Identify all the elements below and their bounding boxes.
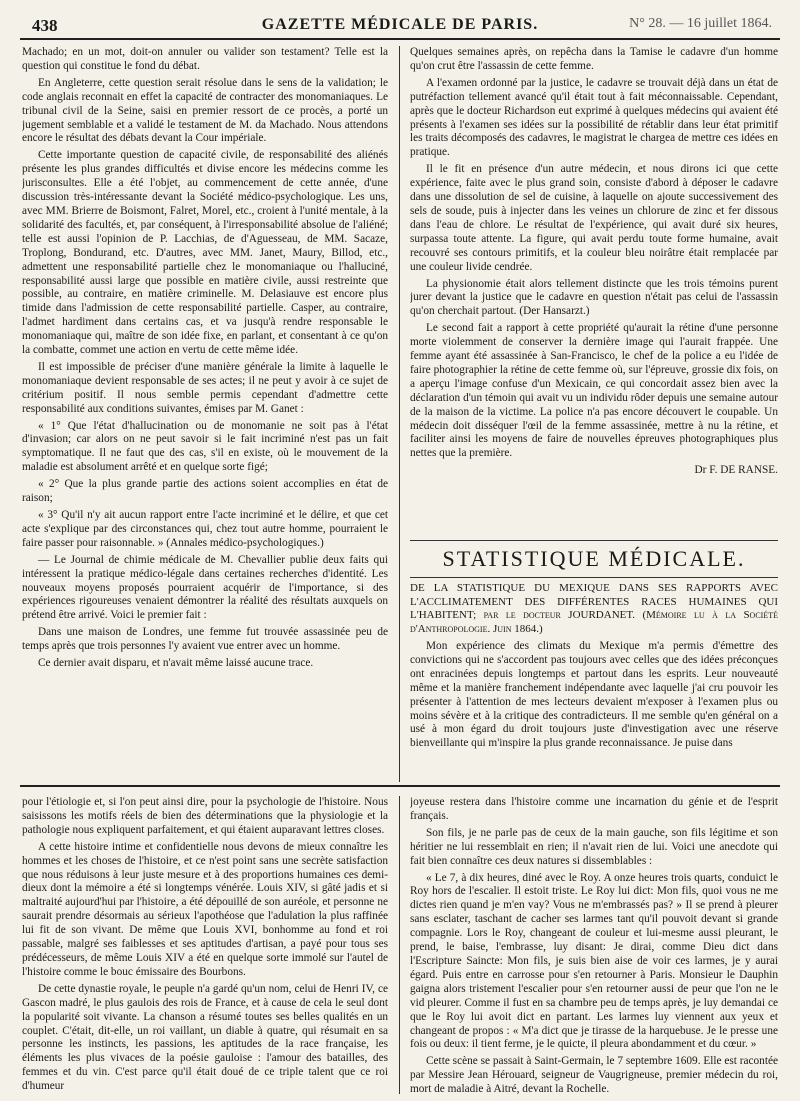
column-divider [399, 46, 400, 782]
paragraph: La physionomie était alors tellement distincte que les trois témoins purent jurer devant la justice que le cadavre en question n'était pas celui de l'assassin qu'on cherchait partout. (Der Hansarzt.) [410, 277, 778, 318]
paragraph: Cette importante question de capacité civile, de responsabilité des aliénés présente les plus grandes difficultés et divise encore les médecins comme les jurisconsultes. Elle a été l'objet, au commencement de cette année, d'une discussion très-intéressante devant la Société médico-psychologique. Les uns, avec MM. Brierre de Boismont, Falret, Morel, etc., croient à l'unité mentale, à la solidarité des facultés, et, par conséquent, à l'irresponsabilité absolue de l'aliéné; telle est aussi l'opinion de P. Lacchias, de d'Aguesseau, de MM. Sacaze, Troplong, Bondurand, etc. D'autres, avec MM. Janet, Maury, Billod, etc., admettent une responsabilité partielle chez le monomaniaque ou l'halluciné, responsabilité aussi large que possible en matière civile, aussi restreinte que possible, au contraire, en matière criminelle. M. Delasiauve est encore plus timide dans l'admission de cette responsabilité partielle. Casper, au contraire, l'admet hardiment dans certains cas, et va jusqu'à rendre responsable le monomaniaque qui, maître de son idée fixe, en parlant, et consentant à ce qu'on la combatte, commet une action en vertu de cette même idée. [22, 149, 388, 357]
column-3 [22, 796, 388, 1094]
paragraph: Il le fit en présence d'un autre médecin, et nous dirons ici que cette expérience, faite avec le plus grand soin, consiste d'abord à déposer le cadavre dans une dissolution de sel de cuisine, à laquelle on ajoute successivement des sels de soude, puis à injecter dans les veines un chlorure de zinc et fer dissous dans l'eau de chlore. Le résultat de l'expérience, qui avait duré six heures, surpassa toute attente. La figure, qui avait perdu toute forme humaine, avait recouvré ses contours primitifs, et la couleur bleu noirâtre était remplacée par une couleur livide cendrée. [410, 163, 778, 273]
journal-title: GAZETTE MÉDICALE DE PARIS. [261, 16, 539, 33]
paragraph: A l'examen ordonné par la justice, le cadavre se trouvait déjà dans un état de putréfaction tellement avancé qu'il était tout à fait méconnaissable. Cependant, après que le docteur Richardson eut exprimé à quelques médecins qui avaient été présents à l'examen ses idées sur la possibilité de rétablir dans leur état primitif les traits décomposés des cadavres, le magistrat le chargea de mettre ces idées en pratique. [410, 76, 778, 159]
paragraph: Il est impossible de préciser d'une manière générale la limite à laquelle le monomaniaque devient responsable de ses actes; il ne peut y avoir à ce sujet de critérium positif. Il nous semble permis cependant d'admettre cette responsabilité aux conditions suivantes, émises par M. Ganet : [22, 360, 388, 415]
paragraph: Cette scène se passait à Saint-Germain, le 7 septembre 1609. Elle est racontée par Messire Jean Hérouard, seigneur de Vaugrigneuse, premier médecin du roi, mort de maladie à Aitré, devant la Rochelle. [410, 1055, 778, 1094]
paragraph: Ce dernier avait disparu, et n'avait même laissé aucune trace. [38, 657, 314, 670]
section-title: STATISTIQUE MÉDICALE. [410, 540, 778, 578]
abstract-text: DE LA STATISTIQUE DU MEXIQUE DANS SES RAPPORTS AVEC L'ACCLIMATEMENT DES DIFFÉRENTES RACES HUMAINES QUI L'HABITENT; par le docteur JOURDANET. (Mémoire lu à la Société d'Anthropologie. Juin 1864.) [410, 582, 778, 635]
page-header [20, 10, 780, 40]
paragraph: « 3° Qu'il n'y ait aucun rapport entre l'acte incriminé et le délire, et que cet acte s'explique par des circonstances qui, chez tout autre homme, pourraient le faire passer pour raisonnable. » (Annales médico-psychologiques.) [22, 509, 388, 549]
paragraph: — Le Journal de chimie médicale de M. Chevallier publie deux faits qui intéressent la pratique médico-légale dans certaines recherches d'identité. Les nouveaux moyens proposés pourraient acquérir de l'importance, si des expériences rigoureuses venaient démontrer la réalité des résultats auxquels on prétend être arrivé. Voici le premier fait : [22, 553, 388, 622]
paragraph: Quelques semaines après, on repêcha dans la Tamise le cadavre d'un homme qu'on crut être l'assassin de cette femme. [410, 46, 778, 72]
paragraph: De cette dynastie royale, le peuple n'a gardé qu'un nom, celui de Henri IV, ce Gascon madré, le plus gaulois des rois de France, et à cause de cela le seul dont la popularité soit vivante. La chanson a résumé toutes ses belles qualités en un couplet. C'était, dit-elle, un roi vaillant, un diable à quatre, qui résumait en sa personne les instincts, les passions, les aptitudes de la race française, les éléments les plus vivaces de la poésie gauloise : l'amour des batailles, des femmes et du vin. C'est parce qu'il était doué de ce triple talent que ce roi d'humeur [22, 982, 388, 1093]
paragraph: Le second fait a rapport à cette propriété qu'aurait la rétine d'une personne morte violemment de conserver la dernière image qui l'aurait frappée. Une femme ayant été assassinée à San-Francisco, le chef de la police a eu l'idée de faire photographier la rétine de cette femme où, sur l'épreuve, grossie dix fois, on a aperçu l'image confuse d'un Mexicain, ce qui concordait assez bien avec la déclaration d'un témoin qui avait vu un individu rôder depuis une semaine autour de la maison de la victime. La police n'a pas encore découvert le coupable. Un médecin doit disséquer l'œil de la femme assassinée, mettre à nu la rétine, et faciliter ainsi les moyens de faire de nouvelles épreuves photographiques plus nettes que la première. [410, 322, 778, 460]
author-signature: Dr F. DE RANSE. [694, 464, 778, 477]
paragraph: Dans une maison de Londres, une femme fut trouvée assassinée peu de temps après que trois personnes l'y avaient vue entrer avec un homme. [22, 626, 388, 653]
column-1 [22, 46, 388, 776]
article-abstract [410, 582, 778, 638]
column-4 [410, 796, 778, 1094]
paragraph: « Le 7, à dix heures, diné avec le Roy. A onze heures trois quarts, conduict le Roy hors de l'escalier. Il estoit triste. Le Roy lui dict: Mon fils, quoi vous ne me dictes rien quand je m'en vay? Vous ne m'embrassés pas? » Il se prend à pleurer sans esclater, taschant de cacher ses larmes tant qu'il pouvoit devant si grande compagnie. Lors le Roy, changeant de couleur et lui-mesme aussi pleurant, le prend, le baise, l'embrasse, luy disant: Je dirai, comme Dieu dict dans l'Escripture Saincte: Mon fils, je suis bien aise de voir ces larmes, je y aurai égard. Puis entre en carrosse pour s'en retourner à Paris. Monsieur le Dauphin gaigna alors tristement l'escalier pour s'en retourner aussi de peur que l'on ne le vid pleurer. Comme il fust en sa chambre peu de temps après, je luy demandai ce que le Roy lui avoit dict en partant. Les larmes luy viennent aux yeux et changeant de propos : « M'a dict que je tirasse de la harquebuse. Je le presse une fois ou deux: il tient ferme, je le quicte, il pleura abondamment et du cœur. » [410, 871, 778, 1051]
issue-info: N° 28. — 16 juillet 1864. [629, 16, 772, 31]
paragraph: Son fils, je ne parle pas de ceux de la main gauche, son fils légitime et son héritier ne lui ressemblait en rien; il n'avait rien de lui. Voici une anecdote qui fait bien connaître ces deux natures si dissemblables : [410, 826, 778, 867]
paragraph: Mon expérience des climats du Mexique m'a permis d'émettre des convictions qui ne s'accordent pas toujours avec celles que des idées préconçues ont enracinées depuis longtemps et partout dans les esprits. Leur nouveauté même et la manière franchement indépendante avec laquelle j'ai cru pouvoir les présenter à l'attention de mes lecteurs devaient m'exposer à l'examen plus ou moins sévère et à la critique des contradicteurs. Il me semble qu'en général on a usé à mon égard du droit toujours juste d'investigation avec une réserve bienveillante qui m'inspire la plus grande reconnaissance. Je puise dans [410, 640, 778, 750]
column-2 [410, 46, 778, 536]
column-2-lower [410, 640, 778, 780]
paragraph: En Angleterre, cette question serait résolue dans le sens de la validation; le code anglais reconnait en effet la capacité de contracter des monomaniaques. Le tribunal civil de la Seine, saisi en premier ressort de ce procès, a porté un jugement semblable et a validé le testament de M. da Machado. Nous attendons encore le résultat des débats devant la Cour impériale. [22, 76, 388, 145]
section-divider [20, 785, 780, 787]
paragraph: Machado; en un mot, doit-on annuler ou valider son testament? Telle est la question qui constitue le fond du débat. [22, 46, 388, 72]
page-number: 438 [32, 16, 58, 35]
paragraph: A cette histoire intime et confidentielle nous devons de mieux connaître les hommes et les choses de l'histoire, et ce n'est point sans une secrète satisfaction que nous réduisons à leur juste mesure et à des proportions humaines ces demi-dieux dont la mémoire a été si longtemps vénérée. Louis XIV, si gâté jadis et si maltraité aujourd'hui par l'histoire, a été dépouillé de son auréole, et personne ne saurait prendre désormais au sérieux l'apothéose que l'adulation la plus raffinée lui fit de son vivant. De même que Louis XVI, bonhomme au fond et roi passable, malgré ses faiblesses et ses aptitudes d'artisan, a payé pour tous ses prédécesseurs, de même Louis XIV a été en quelque sorte immolé sur l'autel de l'histoire comme le bouc émissaire des Bourbons. [22, 840, 388, 978]
paragraph: « 1° Que l'état d'hallucination ou de monomanie ne soit pas à l'état d'invasion; car alors on ne peut savoir si le fait incriminé n'est pas un fait symptomatique. Il ne faut que des cas, s'il en existe, où le mouvement de la maladie est absolument arrêté et en quelque sorte figé; [22, 419, 388, 474]
paragraph: pour l'étiologie et, si l'on peut ainsi dire, pour la psychologie de l'histoire. Nous saisissons les motifs réels de bien des déterminations que la physiologie et la pathologie nous expliquent parfaitement, et qui étaient auparavant lettres closes. [22, 796, 388, 836]
column-divider-lower [399, 796, 400, 1094]
paragraph: « 2° Que la plus grande partie des actions soient accomplies en état de raison; [22, 478, 388, 505]
paragraph: joyeuse restera dans l'histoire comme une incarnation du génie et de l'esprit français. [410, 796, 778, 822]
